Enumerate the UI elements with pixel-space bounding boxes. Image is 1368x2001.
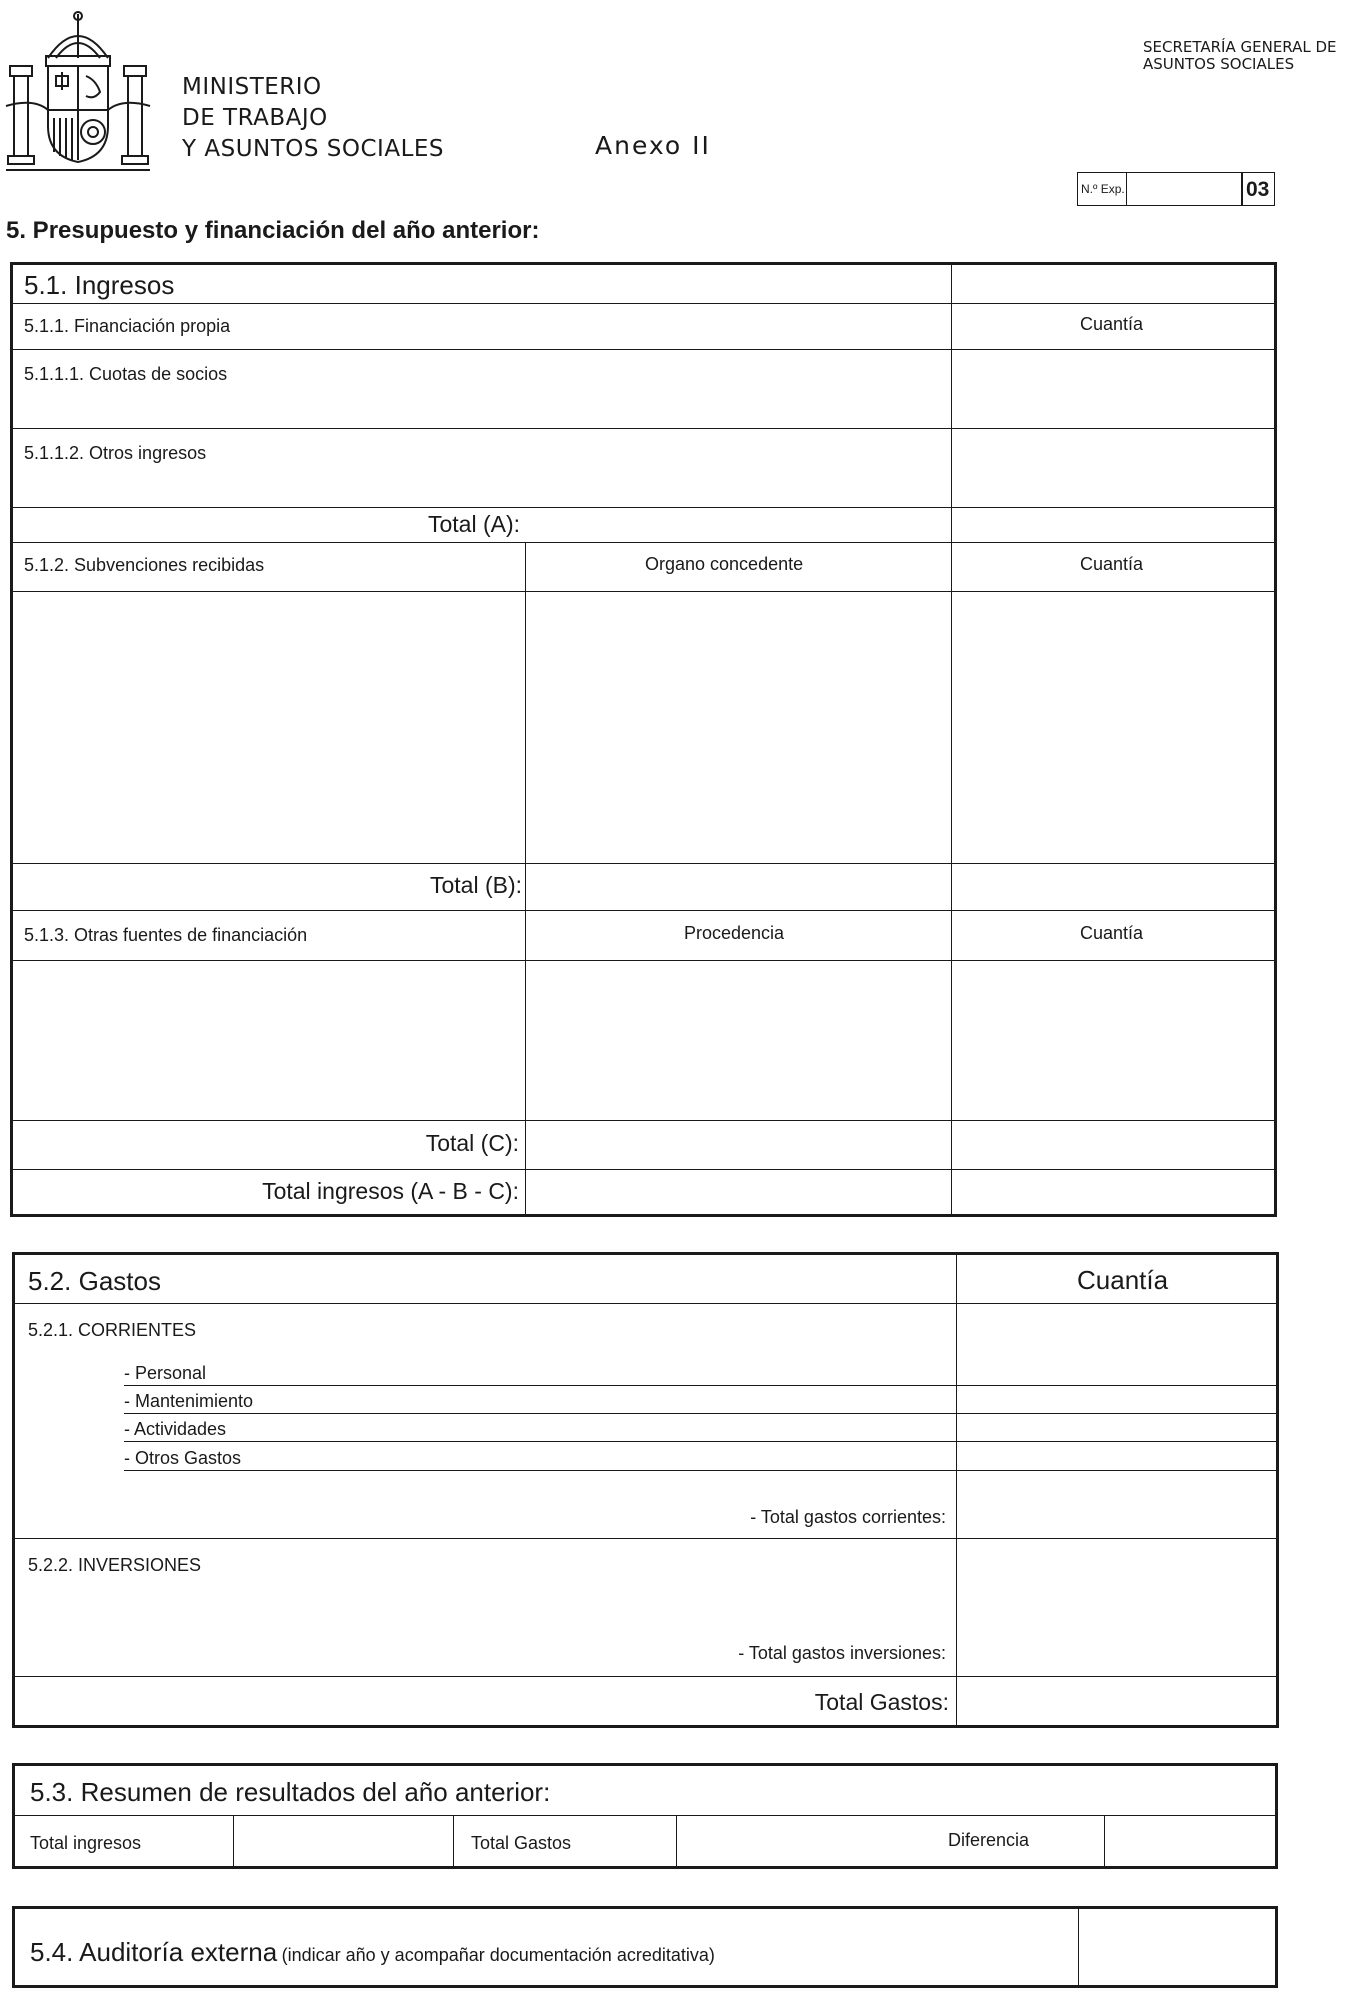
activities-expense-label: - Actividades [124,1419,227,1439]
summary-total-expenses-label: Total Gastos [471,1833,572,1853]
own-financing-label: 5.1.1. Financiación propia [24,316,231,336]
income-section-title: 5.1. Ingresos [24,270,175,300]
annex-title: Anexo II [595,131,711,160]
maintenance-expense-label: - Mantenimiento [124,1391,254,1411]
other-expense-label: - Otros Gastos [124,1448,242,1468]
ministry-name-line2: DE TRABAJO [182,105,328,131]
external-audit-title: 5.4. Auditoría externa [30,1937,278,1967]
total-expenses-field[interactable] [959,1678,1275,1724]
secretary-line1: SECRETARÍA GENERAL DE [1143,38,1337,56]
activities-amount-field[interactable] [959,1415,1275,1440]
total-b-label: Total (B): [429,872,522,898]
subsidies-amount-header: Cuantía [1080,554,1144,574]
subsidies-label: 5.1.2. Subvenciones recibidas [24,555,265,575]
total-c-label: Total (C): [425,1130,519,1156]
external-audit-field[interactable] [1081,1909,1275,1985]
origin-header: Procedencia [684,923,785,943]
expedient-label: N.º Exp. [1081,182,1125,196]
total-current-expenses-label: - Total gastos corrientes: [750,1507,946,1527]
summary-difference-field[interactable] [1107,1817,1275,1866]
other-sources-amount-header: Cuantía [1080,923,1144,943]
other-income-amount-field[interactable] [954,430,1274,506]
granting-body-header: Organo concedente [645,554,804,574]
ministry-name-line3: Y ASUNTOS SOCIALES [182,136,445,162]
other-sources-description-area[interactable] [12,962,524,1119]
subsidies-description-area[interactable] [12,593,524,862]
member-fees-label: 5.1.1.1. Cuotas de socios [24,364,228,384]
current-expenses-label: 5.2.1. CORRIENTES [28,1320,197,1340]
total-expenses-label: Total Gastos: [814,1689,949,1715]
results-summary-title: 5.3. Resumen de resultados del año anterior: [30,1777,551,1807]
maintenance-amount-field[interactable] [959,1387,1275,1412]
expedient-code: 03 [1246,178,1270,201]
total-income-field[interactable] [954,1171,1274,1215]
secretary-line2: ASUNTOS SOCIALES [1143,55,1295,73]
summary-total-income-label: Total ingresos [30,1833,142,1853]
expenses-section-title: 5.2. Gastos [28,1266,161,1296]
investments-label: 5.2.2. INVERSIONES [28,1555,202,1575]
expedient-number-box [1077,172,1275,206]
other-expenses-amount-field[interactable] [959,1443,1275,1469]
total-current-expenses-field[interactable] [959,1490,1275,1536]
expedient-number-input[interactable] [1128,174,1314,204]
total-investments-field[interactable] [959,1540,1275,1675]
other-sources-label: 5.1.3. Otras fuentes de financiación [24,925,308,945]
external-audit-note: (indicar año y acompañar documentación acreditativa) [281,1945,715,1965]
coat-of-arms-logo [4,6,152,178]
total-b-field[interactable] [954,865,1274,909]
personnel-amount-field[interactable] [959,1358,1275,1384]
summary-total-income-field[interactable] [236,1817,452,1866]
total-investments-label: - Total gastos inversiones: [738,1643,946,1663]
total-a-label: Total (A): [427,511,520,537]
summary-difference-label: Diferencia [948,1830,1030,1850]
total-c-field[interactable] [954,1122,1274,1168]
ministry-name-line1: MINISTERIO [182,74,322,100]
external-audit-label [30,1939,715,1965]
subsidies-amount-area[interactable] [954,593,1274,862]
section-title: 5. Presupuesto y financiación del año anterior: [6,217,540,244]
own-financing-amount-header: Cuantía [1080,314,1144,334]
granting-body-area[interactable] [528,593,950,862]
expenses-amount-header: Cuantía [1077,1265,1169,1295]
other-income-label: 5.1.1.2. Otros ingresos [24,443,207,463]
other-sources-amount-area[interactable] [954,962,1274,1119]
total-a-field[interactable] [954,509,1274,541]
origin-area[interactable] [528,962,950,1119]
summary-total-expenses-field[interactable] [456,1817,675,1866]
total-income-label: Total ingresos (A - B - C): [262,1178,519,1204]
member-fees-amount-field[interactable] [954,351,1274,427]
personnel-expense-label: - Personal [124,1363,207,1383]
